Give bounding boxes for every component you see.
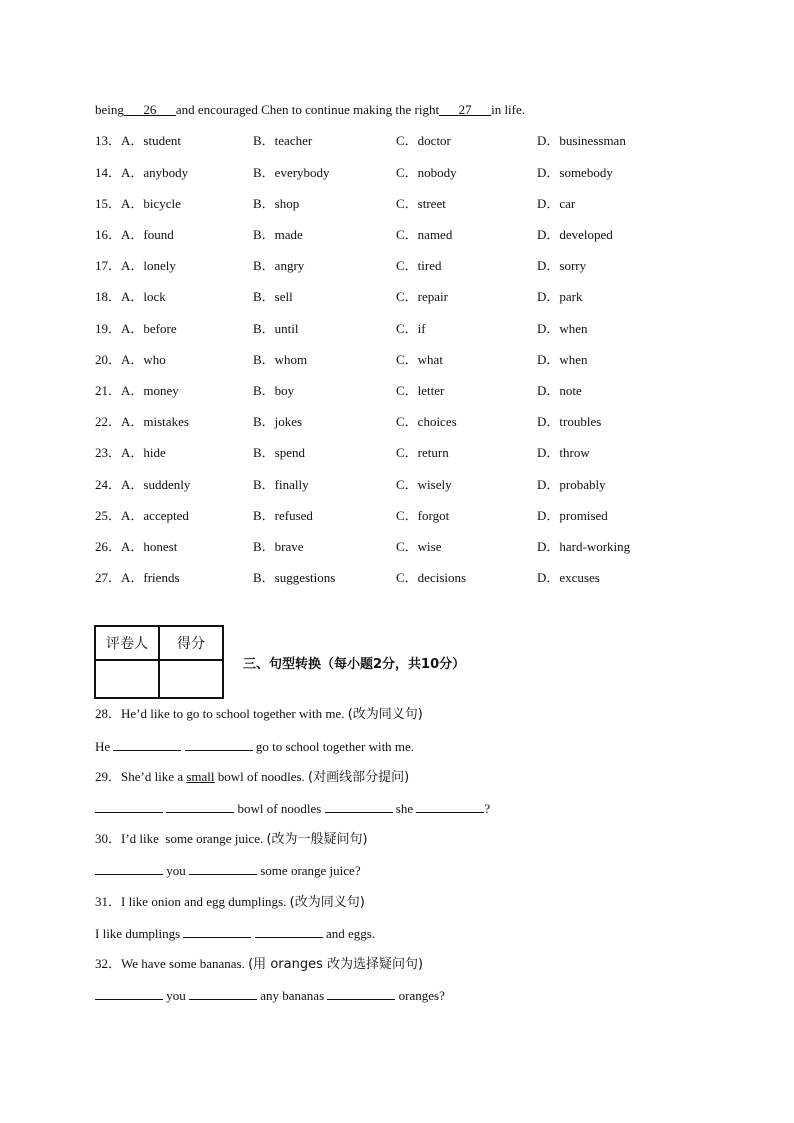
blank-26: 26: [143, 102, 157, 117]
question-option-a: 13．A．student: [95, 133, 181, 148]
answer-blank[interactable]: [416, 800, 484, 813]
score-table: [94, 625, 224, 699]
question-option-a: 16．A．found: [95, 227, 174, 242]
grader-header: 评卷人: [95, 626, 159, 660]
passage-text-pre: being: [95, 102, 124, 117]
question-option-c: C．wise: [396, 539, 442, 554]
question-option-b: B．sell: [253, 289, 293, 304]
answer-29: bowl of noodles she ?: [95, 800, 490, 817]
question-row: [95, 133, 715, 149]
question-option-a: 24．A．suddenly: [95, 477, 191, 492]
answer-blank[interactable]: [166, 800, 234, 813]
question-option-c: C．street: [396, 196, 446, 211]
question-option-b: B．finally: [253, 477, 309, 492]
question-option-d: D．hard-working: [537, 539, 631, 554]
question-option-d: D．throw: [537, 445, 590, 460]
answer-blank[interactable]: [95, 800, 163, 813]
question-option-b: B．whom: [253, 352, 308, 367]
question-option-c: C．if: [396, 321, 426, 336]
question-option-c: C．forgot: [396, 508, 450, 523]
question-option-b: B．brave: [253, 539, 304, 554]
question-option-d: D．troubles: [537, 414, 602, 429]
question-option-a: 26．A．honest: [95, 539, 178, 554]
passage-text-mid: and encouraged Chen to continue making the right: [175, 102, 440, 117]
question-row: [95, 289, 715, 305]
question-option-a: 27．A．friends: [95, 570, 180, 585]
score-cell: [159, 660, 223, 698]
answer-blank[interactable]: [189, 862, 257, 875]
grader-cell: [95, 660, 159, 698]
question-option-a: 21．A．money: [95, 383, 179, 398]
question-option-c: C．wisely: [396, 477, 452, 492]
question-option-b: B．refused: [253, 508, 313, 523]
question-option-d: D．sorry: [537, 258, 587, 273]
question-option-b: B．boy: [253, 383, 295, 398]
question-option-c: C．named: [396, 227, 453, 242]
answer-32: you any bananas oranges?: [95, 987, 445, 1004]
question-option-a: 20．A．who: [95, 352, 166, 367]
question-option-a: 14．A．anybody: [95, 165, 189, 180]
question-option-b: B．angry: [253, 258, 305, 273]
passage-line: [95, 102, 525, 118]
question-option-b: B．everybody: [253, 165, 330, 180]
question-row: [95, 445, 715, 461]
question-option-c: C．repair: [396, 289, 448, 304]
answer-blank[interactable]: [327, 987, 395, 1000]
answer-blank[interactable]: [95, 862, 163, 875]
question-row: [95, 321, 715, 337]
question-28: 28．He’d like to go to school together with me. (改为同义句): [95, 706, 423, 722]
question-row: [95, 477, 715, 493]
question-row: [95, 508, 715, 524]
question-option-c: C．decisions: [396, 570, 467, 585]
question-option-a: 19．A．before: [95, 321, 177, 336]
question-option-c: C．doctor: [396, 133, 451, 148]
answer-blank[interactable]: [185, 738, 253, 751]
question-32: 32．We have some bananas. (用 oranges 改为选择疑问句): [95, 956, 424, 972]
score-header: 得分: [159, 626, 223, 660]
question-30: 30．I’d like some orange juice. (改为一般疑问句): [95, 831, 368, 847]
blank-27: 27: [458, 102, 472, 117]
question-option-a: 25．A．accepted: [95, 508, 189, 523]
question-option-d: D．developed: [537, 227, 613, 242]
question-row: [95, 539, 715, 555]
question-option-c: C．letter: [396, 383, 445, 398]
question-29: 29．She’d like a small bowl of noodles. (对画线部分提问): [95, 769, 410, 785]
question-option-c: C．choices: [396, 414, 457, 429]
question-row: [95, 352, 715, 368]
question-option-a: 18．A．lock: [95, 289, 166, 304]
question-option-c: C．what: [396, 352, 443, 367]
question-option-d: D．when: [537, 321, 588, 336]
question-option-b: B．suggestions: [253, 570, 336, 585]
question-row: [95, 570, 715, 586]
question-row: [95, 165, 715, 181]
question-option-d: D．note: [537, 383, 582, 398]
question-option-b: B．until: [253, 321, 299, 336]
question-option-c: C．tired: [396, 258, 442, 273]
answer-blank[interactable]: [95, 987, 163, 1000]
question-option-b: B．jokes: [253, 414, 303, 429]
question-row: [95, 196, 715, 212]
question-option-d: D．somebody: [537, 165, 613, 180]
question-option-b: B．teacher: [253, 133, 313, 148]
answer-blank[interactable]: [325, 800, 393, 813]
question-option-d: D．when: [537, 352, 588, 367]
question-option-d: D．promised: [537, 508, 608, 523]
answer-blank[interactable]: [183, 925, 251, 938]
answer-28: He go to school together with me.: [95, 739, 415, 754]
question-row: [95, 227, 715, 243]
underlined-word: small: [186, 769, 215, 784]
question-option-d: D．probably: [537, 477, 606, 492]
answer-blank[interactable]: [255, 925, 323, 938]
question-option-b: B．shop: [253, 196, 300, 211]
answer-blank[interactable]: [189, 987, 257, 1000]
question-option-d: D．car: [537, 196, 576, 211]
question-option-b: B．made: [253, 227, 303, 242]
question-row: [95, 258, 715, 274]
answer-30: you some orange juice?: [95, 862, 361, 879]
answer-blank[interactable]: [113, 738, 181, 751]
answer-31: I like dumplings and eggs.: [95, 926, 376, 941]
question-option-c: C．nobody: [396, 165, 457, 180]
question-option-a: 22．A．mistakes: [95, 414, 189, 429]
question-option-a: 15．A．bicycle: [95, 196, 181, 211]
passage-text-post: in life.: [491, 102, 526, 117]
question-option-d: D．park: [537, 289, 583, 304]
question-row: [95, 383, 715, 399]
question-31: 31．I like onion and egg dumplings. (改为同义句): [95, 894, 365, 910]
question-option-a: 17．A．lonely: [95, 258, 176, 273]
question-option-b: B．spend: [253, 445, 306, 460]
question-row: [95, 414, 715, 430]
question-option-a: 23．A．hide: [95, 445, 166, 460]
question-option-c: C．return: [396, 445, 449, 460]
question-option-d: D．businessman: [537, 133, 626, 148]
section-title: 三、句型转换（每小题2分，共10分）: [243, 657, 466, 672]
question-option-d: D．excuses: [537, 570, 600, 585]
